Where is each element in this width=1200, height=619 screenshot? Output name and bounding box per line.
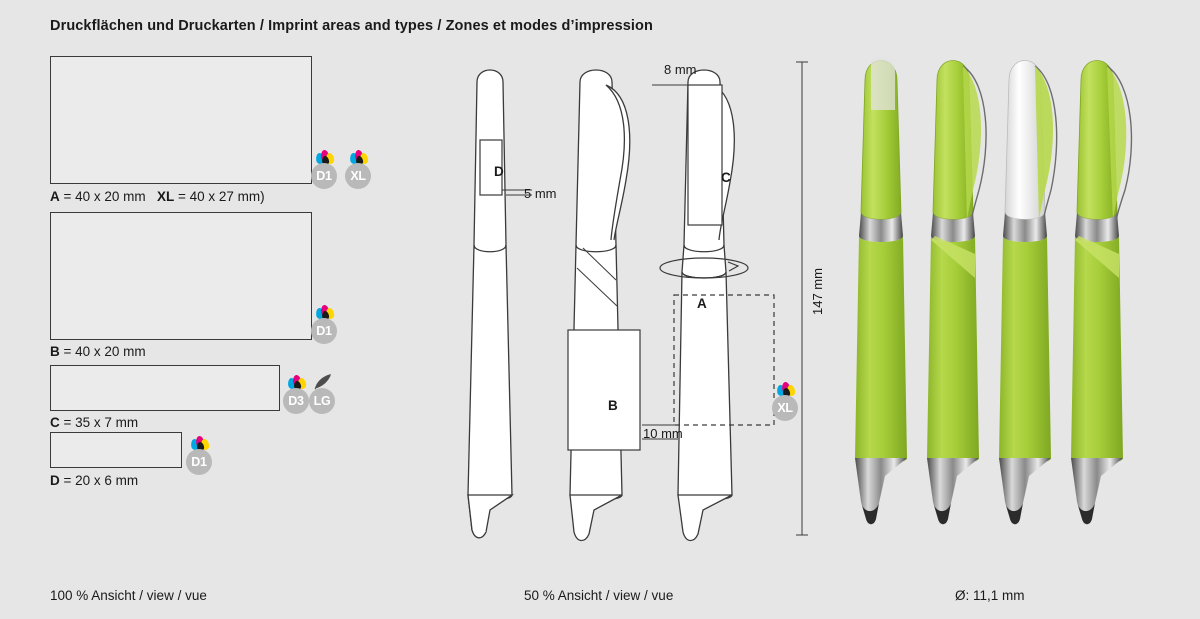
page-title: Druckflächen und Druckarten / Imprint areas and types / Zones et modes d’impression	[50, 18, 653, 34]
badge-xl-area-a: XL	[345, 163, 371, 189]
dimension-label-10mm: 10 mm	[643, 426, 683, 441]
badge-d1-area-a: D1	[311, 163, 337, 189]
badge-lg-area-c: LG	[309, 388, 335, 414]
imprint-area-size-a-xl: XL = 40 x 27 mm)	[156, 189, 265, 204]
dimension-label-8mm: 8 mm	[664, 62, 697, 77]
badge-d1-area-b: D1	[311, 318, 337, 344]
imprint-area-letter-a: A	[50, 189, 60, 204]
footer-diameter: Ø: 11,1 mm	[955, 588, 1025, 603]
pen-renderings	[845, 40, 1185, 550]
imprint-area-size-c: = 35 x 7 mm	[63, 415, 139, 430]
pen-render-2	[927, 61, 986, 525]
imprint-area-caption-c	[50, 415, 138, 430]
zone-letter-d: D	[494, 164, 504, 179]
imprint-area-caption-a	[50, 189, 265, 204]
badge-xl-technical: XL	[772, 395, 798, 421]
imprint-area-box-a	[50, 56, 312, 184]
imprint-area-size-a: = 40 x 20 mm	[63, 189, 146, 204]
imprint-area-size-d: = 20 x 6 mm	[63, 473, 139, 488]
zone-letter-b: B	[608, 398, 618, 413]
imprint-area-size-b: = 40 x 20 mm	[63, 344, 146, 359]
imprint-area-box-b	[50, 212, 312, 340]
zone-letter-c: C	[721, 170, 731, 185]
imprint-area-letter-c: C	[50, 415, 60, 430]
pen-drawing-clip	[570, 70, 630, 541]
imprint-area-box-d	[50, 432, 182, 468]
imprint-area-box-c	[50, 365, 280, 411]
dimension-label-147mm: 147 mm	[810, 268, 825, 315]
imprint-area-caption-b	[50, 344, 146, 359]
footer-scale-center: 50 % Ansicht / view / vue	[524, 588, 674, 603]
dimension-label-5mm: 5 mm	[524, 186, 557, 201]
imprint-area-letter-d: D	[50, 473, 60, 488]
footer-scale-left: 100 % Ansicht / view / vue	[50, 588, 207, 603]
imprint-area-caption-d	[50, 473, 138, 488]
zone-letter-a: A	[697, 296, 707, 311]
pen-render-3	[999, 61, 1057, 525]
badge-d1-area-d: D1	[186, 449, 212, 475]
technical-drawings	[420, 40, 820, 560]
imprint-zone-b-rect	[568, 330, 640, 450]
pen-render-4	[1071, 61, 1131, 525]
pen-render-1	[855, 57, 907, 525]
imprint-area-letter-b: B	[50, 344, 60, 359]
imprint-zone-c-rect	[688, 85, 722, 225]
badge-d3-area-c: D3	[283, 388, 309, 414]
